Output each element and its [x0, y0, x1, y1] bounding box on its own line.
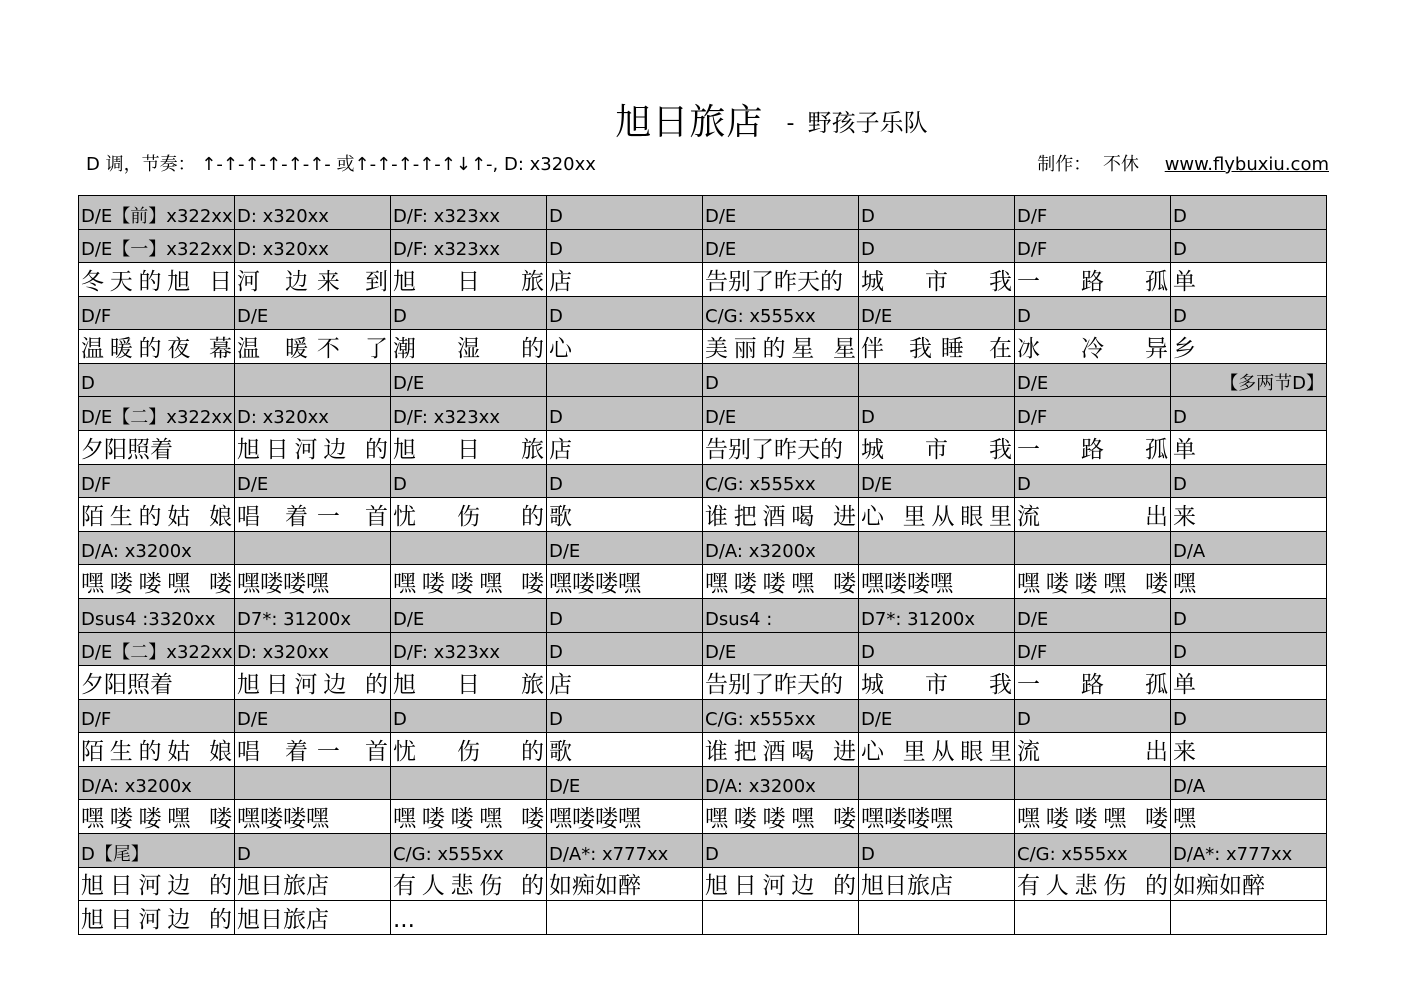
chord-cell — [391, 531, 547, 565]
lyric-cell: 告别了昨天的 — [703, 431, 859, 465]
lyric-cell — [859, 901, 1015, 935]
lyric-cell: 旭日河边 的 — [703, 867, 859, 901]
lyric-cell: 城 市 我 — [859, 263, 1015, 297]
chord-cell: D/F — [1015, 632, 1171, 666]
chord-cell: D/E — [235, 296, 391, 330]
chord-row — [79, 196, 1327, 230]
lyric-row — [79, 498, 1327, 532]
lyric-cell: 单 — [1171, 263, 1327, 297]
chord-row — [79, 598, 1327, 632]
lyric-cell: 旭日河边 的 — [79, 867, 235, 901]
lyric-cell: 嘿喽喽嘿 喽 — [391, 800, 547, 834]
lyric-cell — [1171, 901, 1327, 935]
chord-cell — [547, 363, 703, 397]
chord-cell: D/F — [79, 464, 235, 498]
lyric-cell: 一 路 孤 — [1015, 263, 1171, 297]
chord-row — [79, 464, 1327, 498]
chord-cell: D/E — [391, 598, 547, 632]
key-rhythm-info: D 调，节奏： ↑-↑-↑-↑-↑-↑- 或↑-↑-↑-↑-↑↓↑-, D: x320xx — [86, 154, 596, 175]
chord-cell: D/E — [703, 229, 859, 263]
chord-cell: D — [79, 363, 235, 397]
song-artist: 野孩子乐队 — [807, 109, 928, 137]
lyric-cell: 流 出 — [1015, 733, 1171, 767]
chord-cell: D — [235, 833, 391, 867]
chord-cell: D: x320xx — [235, 229, 391, 263]
lyric-cell: 旭 日 旅 — [391, 431, 547, 465]
chord-cell: C/G: x555xx — [1015, 833, 1171, 867]
title-separator: - — [786, 111, 795, 136]
lyric-cell: 忧 伤 的 — [391, 733, 547, 767]
lyric-cell: 温 暖不 了 — [235, 330, 391, 364]
lyric-cell: 嘿 — [1171, 800, 1327, 834]
lyric-cell: 单 — [1171, 431, 1327, 465]
lyric-cell: 心 里从眼里 — [859, 498, 1015, 532]
lyric-row — [79, 263, 1327, 297]
chord-cell: D/E【前】x322xx — [79, 196, 235, 230]
chord-cell: D — [547, 296, 703, 330]
lyric-row — [79, 666, 1327, 700]
lyric-cell: 嘿喽喽嘿 喽 — [1015, 565, 1171, 599]
lyric-cell: 嘿喽喽嘿 — [235, 565, 391, 599]
chord-cell — [1015, 766, 1171, 800]
chord-cell: D — [391, 296, 547, 330]
lyric-cell: 有人悲伤 的 — [1015, 867, 1171, 901]
lyric-cell: 陌生的姑 娘 — [79, 498, 235, 532]
lyric-cell: 店 — [547, 431, 703, 465]
chord-cell: D — [859, 229, 1015, 263]
chord-cell: D/E — [235, 464, 391, 498]
lyric-cell: 唱 着一 首 — [235, 498, 391, 532]
chord-cell: D: x320xx — [235, 632, 391, 666]
chord-cell: D/E【一】x322xx — [79, 229, 235, 263]
chord-cell: D — [1171, 598, 1327, 632]
lyric-cell: 嘿喽喽嘿 — [547, 565, 703, 599]
chord-cell: D/F — [1015, 196, 1171, 230]
chord-sheet-body — [79, 196, 1327, 935]
chord-cell — [235, 766, 391, 800]
lyric-row — [79, 431, 1327, 465]
lyric-cell: 冰 冷 异 — [1015, 330, 1171, 364]
chord-cell: D/A — [1171, 766, 1327, 800]
chord-cell: D/E — [547, 766, 703, 800]
title-group — [615, 94, 927, 145]
chord-cell: D/E — [1015, 363, 1171, 397]
chord-cell: D/E — [547, 531, 703, 565]
chord-cell: D7*: 31200x — [235, 598, 391, 632]
chord-cell: D/E — [703, 632, 859, 666]
chord-cell: C/G: x555xx — [703, 296, 859, 330]
lyric-cell — [1015, 901, 1171, 935]
song-title: 旭日旅店 — [615, 102, 764, 143]
chord-cell: D/F: x323xx — [391, 196, 547, 230]
chord-cell: D — [859, 196, 1015, 230]
chord-cell: 【多两节D】 — [1171, 363, 1327, 397]
lyric-cell: 有人悲伤 的 — [391, 867, 547, 901]
lyric-cell: 心 里从眼里 — [859, 733, 1015, 767]
chord-cell: D/E — [703, 397, 859, 431]
chord-cell: D — [1171, 229, 1327, 263]
chord-cell: D/A: x3200x — [79, 766, 235, 800]
chord-cell: D — [859, 833, 1015, 867]
lyric-cell: 谁把酒喝 进 — [703, 498, 859, 532]
website-link[interactable]: www.flybuxiu.com — [1164, 154, 1329, 175]
chord-row — [79, 833, 1327, 867]
lyric-cell: 来 — [1171, 733, 1327, 767]
lyric-cell: 美丽的星 星 — [703, 330, 859, 364]
lyric-cell: 夕阳照着 — [79, 666, 235, 700]
chord-row — [79, 296, 1327, 330]
lyric-cell: 旭日旅店 — [235, 901, 391, 935]
lyric-cell: 旭日河边 的 — [235, 431, 391, 465]
lyric-cell: 唱 着一 首 — [235, 733, 391, 767]
chord-cell: C/G: x555xx — [703, 464, 859, 498]
lyric-cell: 温暖的夜 幕 — [79, 330, 235, 364]
chord-cell — [859, 766, 1015, 800]
lyric-cell: 告别了昨天的 — [703, 263, 859, 297]
chord-cell: D — [547, 196, 703, 230]
lyric-cell: 嘿喽喽嘿 喽 — [703, 800, 859, 834]
chord-cell: D — [547, 397, 703, 431]
lyric-cell: 一 路 孤 — [1015, 431, 1171, 465]
chord-cell: D — [1015, 699, 1171, 733]
chord-cell: D — [1171, 464, 1327, 498]
chord-cell — [859, 363, 1015, 397]
lyric-cell: 城 市 我 — [859, 431, 1015, 465]
lyric-row — [79, 565, 1327, 599]
lyric-cell: 嘿喽喽嘿 喽 — [1015, 800, 1171, 834]
chord-cell: D/E — [391, 363, 547, 397]
lyric-cell: 旭日旅店 — [859, 867, 1015, 901]
chord-cell: D — [1171, 632, 1327, 666]
lyric-cell: 城 市 我 — [859, 666, 1015, 700]
chord-cell: D — [547, 699, 703, 733]
chord-cell: D — [859, 632, 1015, 666]
lyric-cell: 来 — [1171, 498, 1327, 532]
lyric-cell: 谁把酒喝 进 — [703, 733, 859, 767]
lyric-cell: 嘿喽喽嘿 喽 — [79, 565, 235, 599]
chord-row — [79, 397, 1327, 431]
chord-row — [79, 632, 1327, 666]
lyric-cell: 如痴如醉 — [547, 867, 703, 901]
lyric-cell: 告别了昨天的 — [703, 666, 859, 700]
lyric-cell: 旭日河边 的 — [79, 901, 235, 935]
lyric-row — [79, 330, 1327, 364]
chord-cell: D/A: x3200x — [703, 766, 859, 800]
lyric-cell: 如痴如醉 — [1171, 867, 1327, 901]
chord-cell: D/E【二】x322xx — [79, 632, 235, 666]
lyric-row — [79, 867, 1327, 901]
lyric-row — [79, 800, 1327, 834]
chord-cell: D — [1015, 296, 1171, 330]
lyric-cell: 旭 日 旅 — [391, 666, 547, 700]
chord-cell: D/E — [1015, 598, 1171, 632]
chord-cell — [391, 766, 547, 800]
lyric-cell: 一 路 孤 — [1015, 666, 1171, 700]
chord-cell: D/E【二】x322xx — [79, 397, 235, 431]
lyric-row — [79, 901, 1327, 935]
chord-cell: D7*: 31200x — [859, 598, 1015, 632]
chord-cell: D — [1171, 397, 1327, 431]
lyric-cell: 伴 我睡 在 — [859, 330, 1015, 364]
lyric-cell — [703, 901, 859, 935]
lyric-cell: 忧 伤 的 — [391, 498, 547, 532]
lyric-cell: 心 — [547, 330, 703, 364]
lyric-cell: 店 — [547, 666, 703, 700]
chord-cell: D/A*: x777xx — [547, 833, 703, 867]
chord-row — [79, 531, 1327, 565]
lyric-cell: 嘿喽喽嘿 喽 — [391, 565, 547, 599]
chord-cell — [859, 531, 1015, 565]
credit-label: 制作： — [1037, 154, 1092, 175]
chord-cell: D — [859, 397, 1015, 431]
chord-cell: D/E — [859, 699, 1015, 733]
chord-row — [79, 229, 1327, 263]
chord-cell: D: x320xx — [235, 196, 391, 230]
chord-cell: D/A: x3200x — [703, 531, 859, 565]
lyric-cell: 嘿喽喽嘿 喽 — [703, 565, 859, 599]
chord-cell: D/E — [859, 464, 1015, 498]
chord-cell: D: x320xx — [235, 397, 391, 431]
chord-cell: D — [1171, 196, 1327, 230]
lyric-row — [79, 733, 1327, 767]
chord-cell: D — [547, 464, 703, 498]
chord-cell: D — [391, 699, 547, 733]
lyric-cell: 流 出 — [1015, 498, 1171, 532]
chord-cell: D/F — [79, 699, 235, 733]
chord-row — [79, 363, 1327, 397]
lyric-cell: 陌生的姑 娘 — [79, 733, 235, 767]
lyric-cell: 嘿喽喽嘿 — [547, 800, 703, 834]
lyric-cell: 乡 — [1171, 330, 1327, 364]
chord-cell: D/E — [859, 296, 1015, 330]
lyric-cell: ... — [391, 901, 547, 935]
chord-cell: Dsus4 : — [703, 598, 859, 632]
chord-cell: Dsus4 :3320xx — [79, 598, 235, 632]
lyric-cell — [547, 901, 703, 935]
credit-name: 不休 — [1102, 154, 1139, 175]
chord-cell: D — [547, 598, 703, 632]
lyric-cell: 嘿喽喽嘿 — [235, 800, 391, 834]
lyric-cell: 旭日旅店 — [235, 867, 391, 901]
lyric-cell: 嘿 — [1171, 565, 1327, 599]
chord-cell: D — [547, 632, 703, 666]
chord-sheet-table — [78, 195, 1327, 935]
chord-cell: D — [1015, 464, 1171, 498]
chord-cell: D — [703, 833, 859, 867]
lyric-cell: 店 — [547, 263, 703, 297]
lyric-cell: 旭 日 旅 — [391, 263, 547, 297]
chord-cell: D/F — [79, 296, 235, 330]
chord-cell: D/F — [1015, 397, 1171, 431]
chord-cell: D/A — [1171, 531, 1327, 565]
chord-row — [79, 766, 1327, 800]
chord-cell: C/G: x555xx — [391, 833, 547, 867]
lyric-cell: 嘿喽喽嘿 — [859, 800, 1015, 834]
chord-cell: D/E — [235, 699, 391, 733]
credit-info — [1037, 150, 1329, 176]
chord-cell: D — [1171, 296, 1327, 330]
chord-cell: D — [391, 464, 547, 498]
chord-cell: C/G: x555xx — [703, 699, 859, 733]
chord-cell: D【尾】 — [79, 833, 235, 867]
chord-cell: D/E — [703, 196, 859, 230]
chord-cell: D/F: x323xx — [391, 229, 547, 263]
chord-cell: D — [1171, 699, 1327, 733]
lyric-cell: 歌 — [547, 498, 703, 532]
chord-cell: D — [547, 229, 703, 263]
lyric-cell: 嘿喽喽嘿 喽 — [79, 800, 235, 834]
chord-cell: D/F: x323xx — [391, 632, 547, 666]
chord-cell — [1015, 531, 1171, 565]
lyric-cell: 冬天的旭 日 — [79, 263, 235, 297]
lyric-cell: 歌 — [547, 733, 703, 767]
chord-cell — [235, 531, 391, 565]
lyric-cell: 潮 湿 的 — [391, 330, 547, 364]
lyric-cell: 河 边来 到 — [235, 263, 391, 297]
chord-cell: D — [703, 363, 859, 397]
chord-row — [79, 699, 1327, 733]
chord-cell: D/F — [1015, 229, 1171, 263]
chord-cell: D/A: x3200x — [79, 531, 235, 565]
title-line — [0, 94, 1403, 145]
lyric-cell: 夕阳照着 — [79, 431, 235, 465]
lyric-cell: 单 — [1171, 666, 1327, 700]
lyric-cell: 旭日河边 的 — [235, 666, 391, 700]
chord-cell: D/F: x323xx — [391, 397, 547, 431]
chord-cell — [235, 363, 391, 397]
chord-cell: D/A*: x777xx — [1171, 833, 1327, 867]
lyric-cell: 嘿喽喽嘿 — [859, 565, 1015, 599]
